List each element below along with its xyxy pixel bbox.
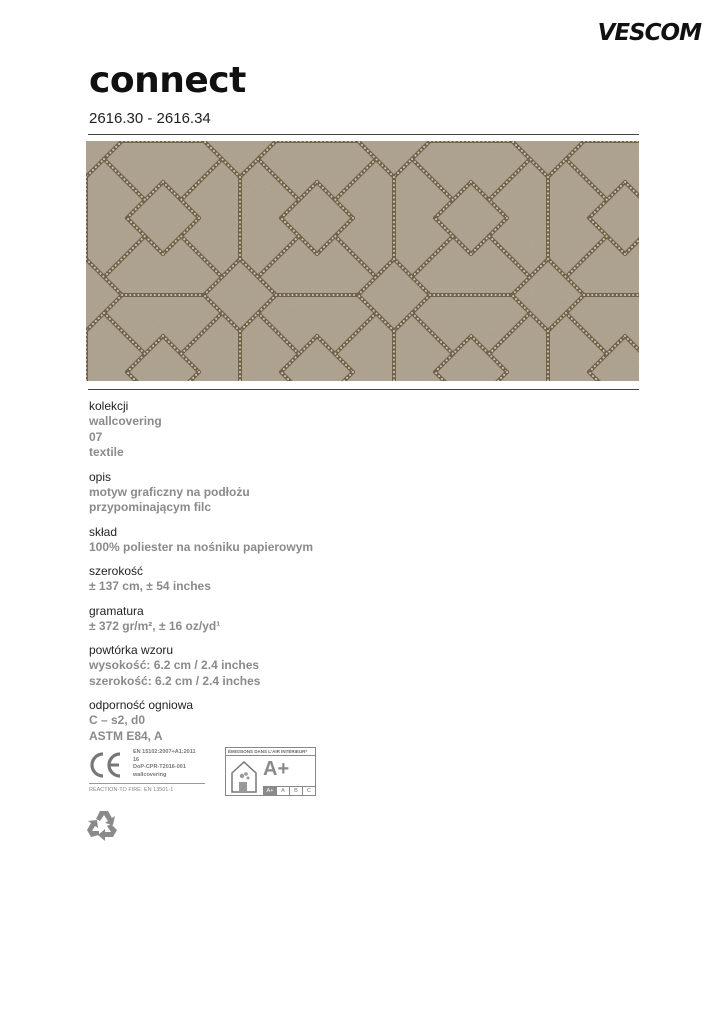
ce-details: EN 15102:2007+A1:2011 16 DoP-CPR-T2016-001 wallcovering bbox=[133, 749, 196, 778]
spec-group bbox=[89, 399, 489, 461]
emissions-grade: A+ bbox=[263, 758, 290, 780]
spec-group bbox=[89, 525, 489, 556]
spec-label: powtórka wzoru bbox=[89, 643, 174, 657]
top-divider bbox=[88, 134, 639, 135]
spec-label: skład bbox=[89, 524, 118, 539]
spec-group bbox=[89, 604, 489, 635]
spec-value: szerokość: 6.2 cm / 2.4 inches bbox=[89, 673, 261, 688]
ce-mark-icon bbox=[89, 751, 123, 779]
spec-group bbox=[89, 698, 489, 744]
spec-label: kolekcji bbox=[89, 399, 129, 413]
spec-group bbox=[89, 643, 489, 689]
spec-value: ± 372 gr/m², ± 16 oz/yd¹ bbox=[89, 618, 221, 633]
spec-value: ASTM E84, A bbox=[89, 728, 163, 743]
product-title: connect bbox=[89, 60, 246, 101]
product-codes: 2616.30 - 2616.34 bbox=[89, 110, 211, 127]
spec-value: ± 137 cm, ± 54 inches bbox=[89, 579, 211, 593]
emissions-scale-cell: B bbox=[289, 786, 303, 796]
spec-value: 100% poliester na nośniku papierowym bbox=[89, 539, 314, 554]
spec-value: wallcovering bbox=[89, 414, 162, 428]
house-icon bbox=[230, 759, 258, 793]
emissions-scale-cell: C bbox=[302, 786, 316, 796]
ce-divider bbox=[89, 783, 205, 784]
spec-label: szerokość bbox=[89, 564, 144, 578]
bottom-divider bbox=[88, 389, 639, 390]
product-swatch-image bbox=[86, 141, 639, 381]
spec-value: wysokość: 6.2 cm / 2.4 inches bbox=[89, 658, 260, 672]
brand-logo: VESCOM bbox=[597, 20, 701, 46]
emissions-heading: ÉMISSIONS DANS L'AIR INTÉRIEUR* bbox=[226, 748, 315, 756]
spec-label: odporność ogniowa bbox=[89, 698, 194, 712]
spec-value: C – s2, d0 bbox=[89, 713, 146, 727]
spec-group bbox=[89, 470, 489, 516]
emissions-scale-cell: A+ bbox=[263, 786, 277, 796]
reaction-to-fire-text: REACTION-TO FIRE: EN 13501-1 bbox=[89, 787, 174, 793]
spec-label: opis bbox=[89, 469, 112, 484]
emissions-label bbox=[225, 747, 316, 796]
spec-value: przypominającym filc bbox=[89, 500, 212, 514]
spec-label: gramatura bbox=[89, 603, 144, 618]
spec-value: textile bbox=[89, 445, 124, 459]
spec-value: motyw graficzny na podłożu bbox=[89, 484, 250, 499]
emissions-scale bbox=[263, 786, 315, 796]
spec-value: 07 bbox=[89, 429, 103, 444]
emissions-scale-cell: A bbox=[276, 786, 290, 796]
spec-group bbox=[89, 564, 489, 595]
recycle-icon bbox=[86, 808, 122, 844]
spec-list bbox=[89, 399, 489, 753]
